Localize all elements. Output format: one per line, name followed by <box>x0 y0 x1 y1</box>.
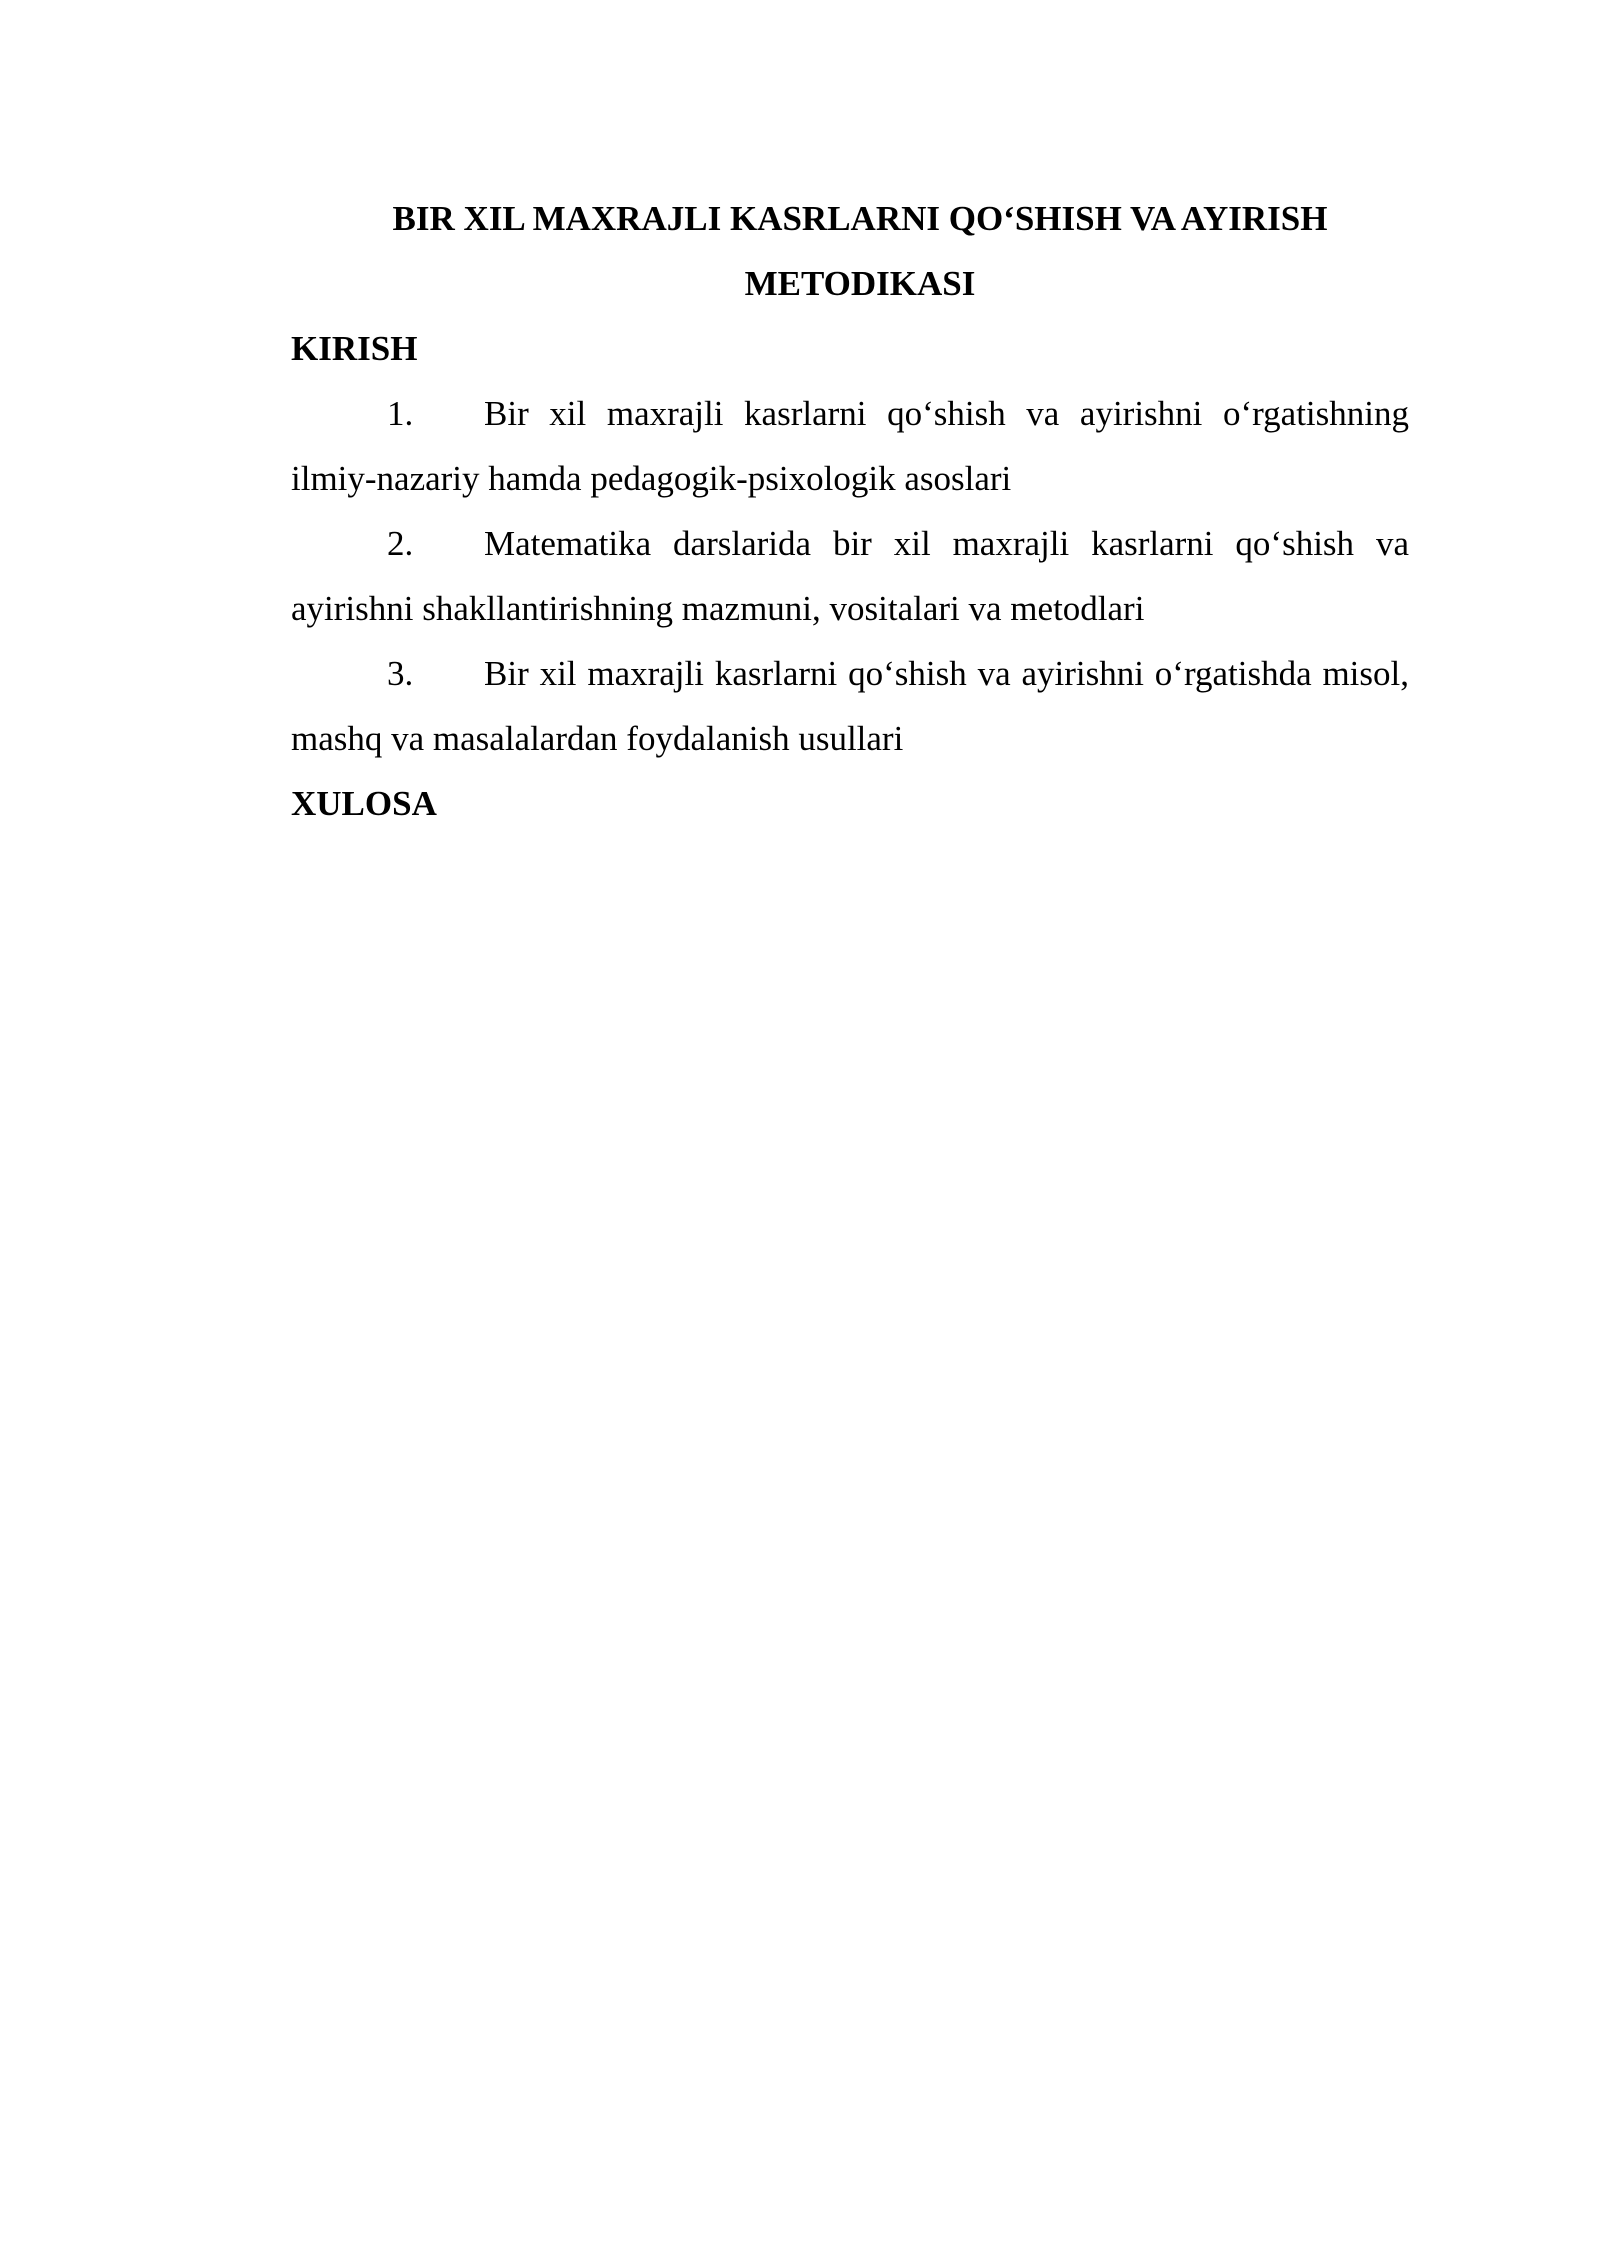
item-number: 1. <box>387 394 414 433</box>
contents-list <box>291 381 1409 771</box>
item-text: Bir xil maxrajli kasrlarni qo‘shish va ayirishni o‘rgatishda misol, mashq va masalalardan foydalanish usullari <box>291 654 1409 758</box>
conclusion-heading: XULOSA <box>291 784 437 823</box>
document-title <box>291 186 1409 316</box>
item-text: Matematika darslarida bir xil maxrajli kasrlarni qo‘shish va ayirishni shakllantirishning mazmuni, vositalari va metodlari <box>291 524 1409 628</box>
item-text: Bir xil maxrajli kasrlarni qo‘shish va ayirishni o‘rgatishning ilmiy-nazariy hamda pedagogik-psixologik asoslari <box>291 394 1409 498</box>
title-line-1: BIR XIL MAXRAJLI KASRLARNI QO‘SHISH VA AYIRISH <box>392 199 1328 238</box>
title-line-2: METODIKASI <box>744 264 976 303</box>
contents-item <box>291 641 1409 771</box>
contents-item <box>291 381 1409 511</box>
contents-item <box>291 511 1409 641</box>
item-number: 3. <box>387 654 414 693</box>
intro-heading: KIRISH <box>291 329 418 368</box>
page-content <box>291 186 1409 836</box>
item-number: 2. <box>387 524 414 563</box>
